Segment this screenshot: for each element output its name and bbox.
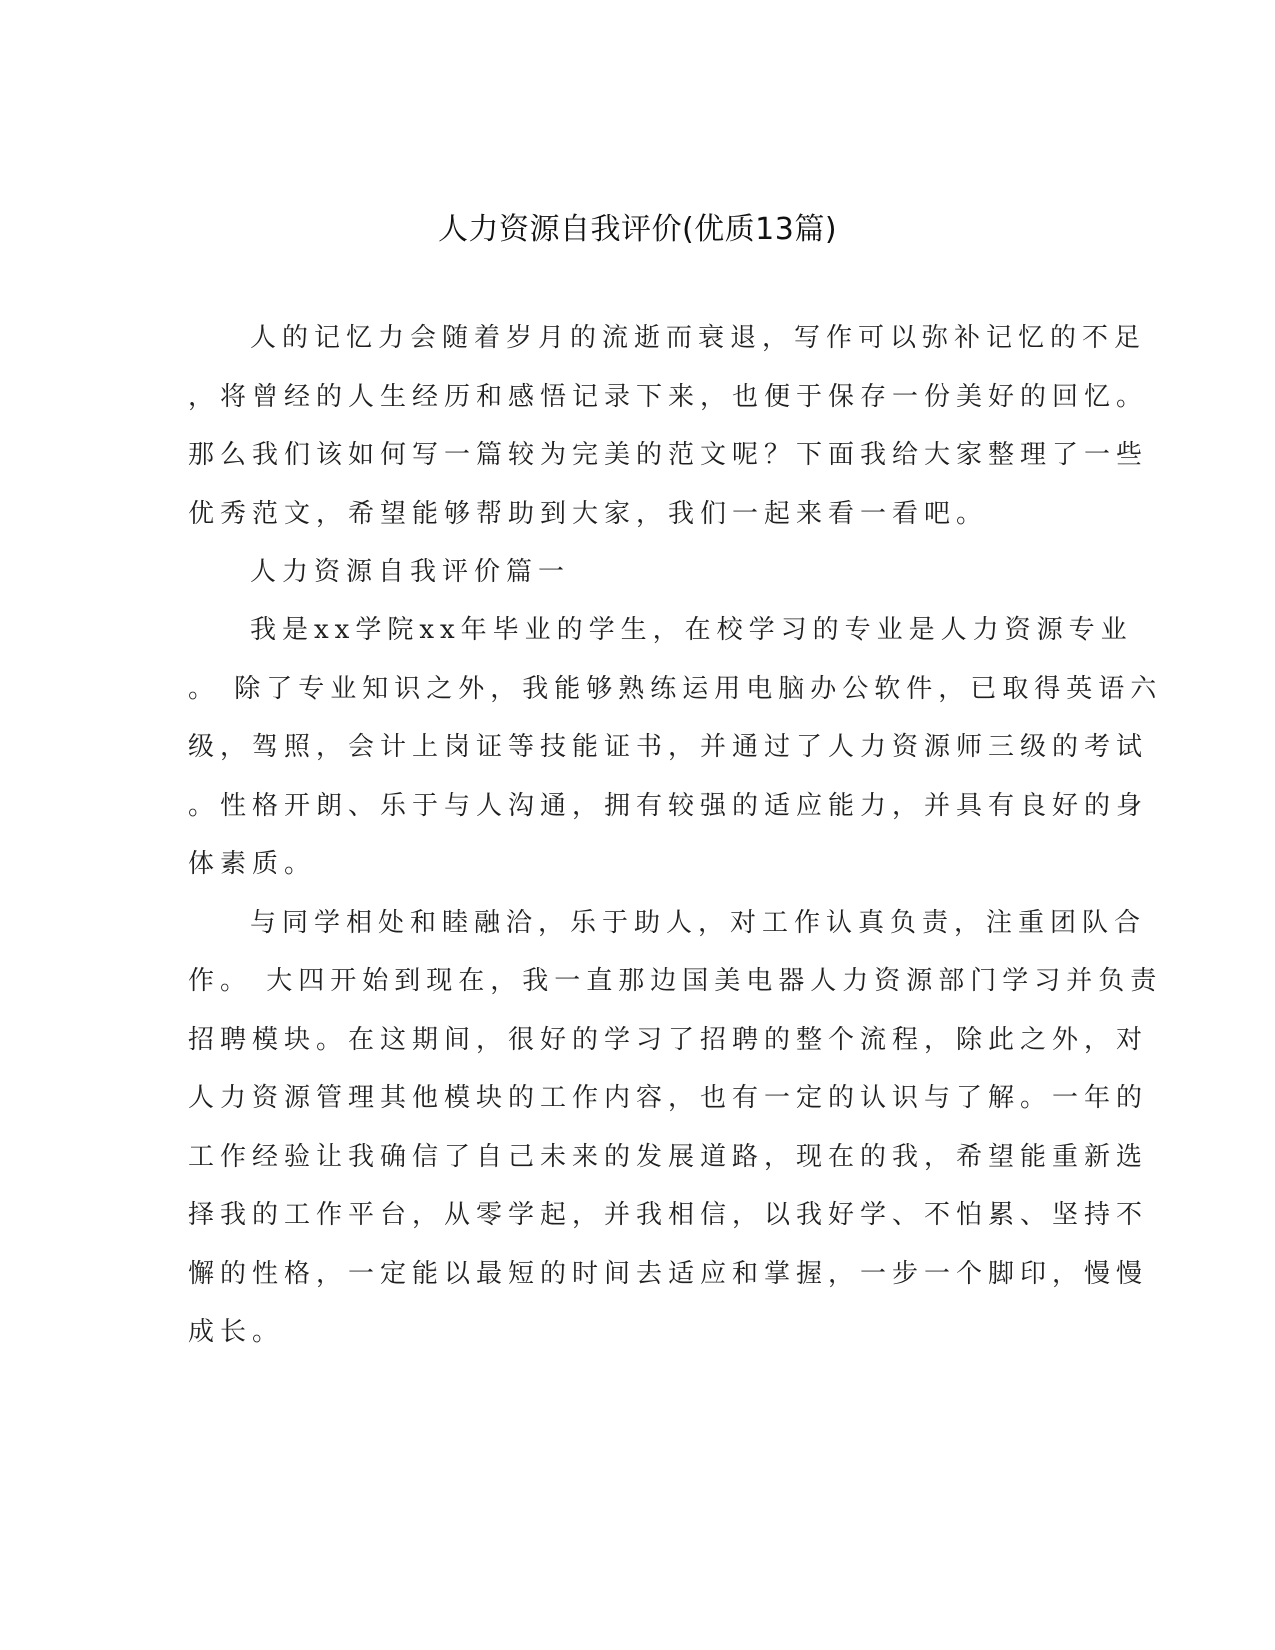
paragraph-line: ，将曾经的人生经历和感悟记录下来，也便于保存一份美好的回忆。	[188, 382, 1149, 412]
paragraph-line: 人力资源管理其他模块的工作内容，也有一定的认识与了解。一年的	[188, 1083, 1149, 1113]
paragraph-line: 工作经验让我确信了自己未来的发展道路，现在的我，希望能重新选	[188, 1142, 1149, 1172]
paragraph-line: 招聘模块。在这期间，很好的学习了招聘的整个流程，除此之外，对	[188, 1025, 1149, 1055]
paragraph-line: 那么我们该如何写一篇较为完美的范文呢？下面我给大家整理了一些	[188, 440, 1149, 470]
paragraph-line: 人的记忆力会随着岁月的流逝而衰退，写作可以弥补记忆的不足	[250, 323, 1147, 353]
paragraph-line: 我是xx学院xx年毕业的学生，在校学习的专业是人力资源专业	[250, 615, 1133, 645]
paragraph-line: 懈的性格，一定能以最短的时间去适应和掌握，一步一个脚印，慢慢	[188, 1259, 1149, 1289]
paragraph-line: 成长。	[188, 1317, 285, 1347]
section-heading: 人力资源自我评价篇一	[250, 557, 571, 587]
paragraph-line: 级，驾照，会计上岗证等技能证书，并通过了人力资源师三级的考试	[188, 732, 1149, 762]
paragraph-line: 优秀范文，希望能够帮助到大家，我们一起来看一看吧。	[188, 499, 989, 529]
paragraph-line: 择我的工作平台，从零学起，并我相信，以我好学、不怕累、坚持不	[188, 1200, 1149, 1230]
paragraph-line: 。 除了专业知识之外，我能够熟练运用电脑办公软件，已取得英语六	[188, 674, 1163, 704]
paragraph-line: 。性格开朗、乐于与人沟通，拥有较强的适应能力，并具有良好的身	[188, 791, 1149, 821]
paragraph-line: 体素质。	[188, 849, 317, 879]
paragraph-line: 作。 大四开始到现在，我一直那边国美电器人力资源部门学习并负责	[188, 966, 1163, 996]
paragraph-line: 与同学相处和睦融洽，乐于助人，对工作认真负责，注重团队合	[250, 908, 1147, 938]
document-title: 人力资源自我评价(优质13篇)	[437, 212, 838, 247]
